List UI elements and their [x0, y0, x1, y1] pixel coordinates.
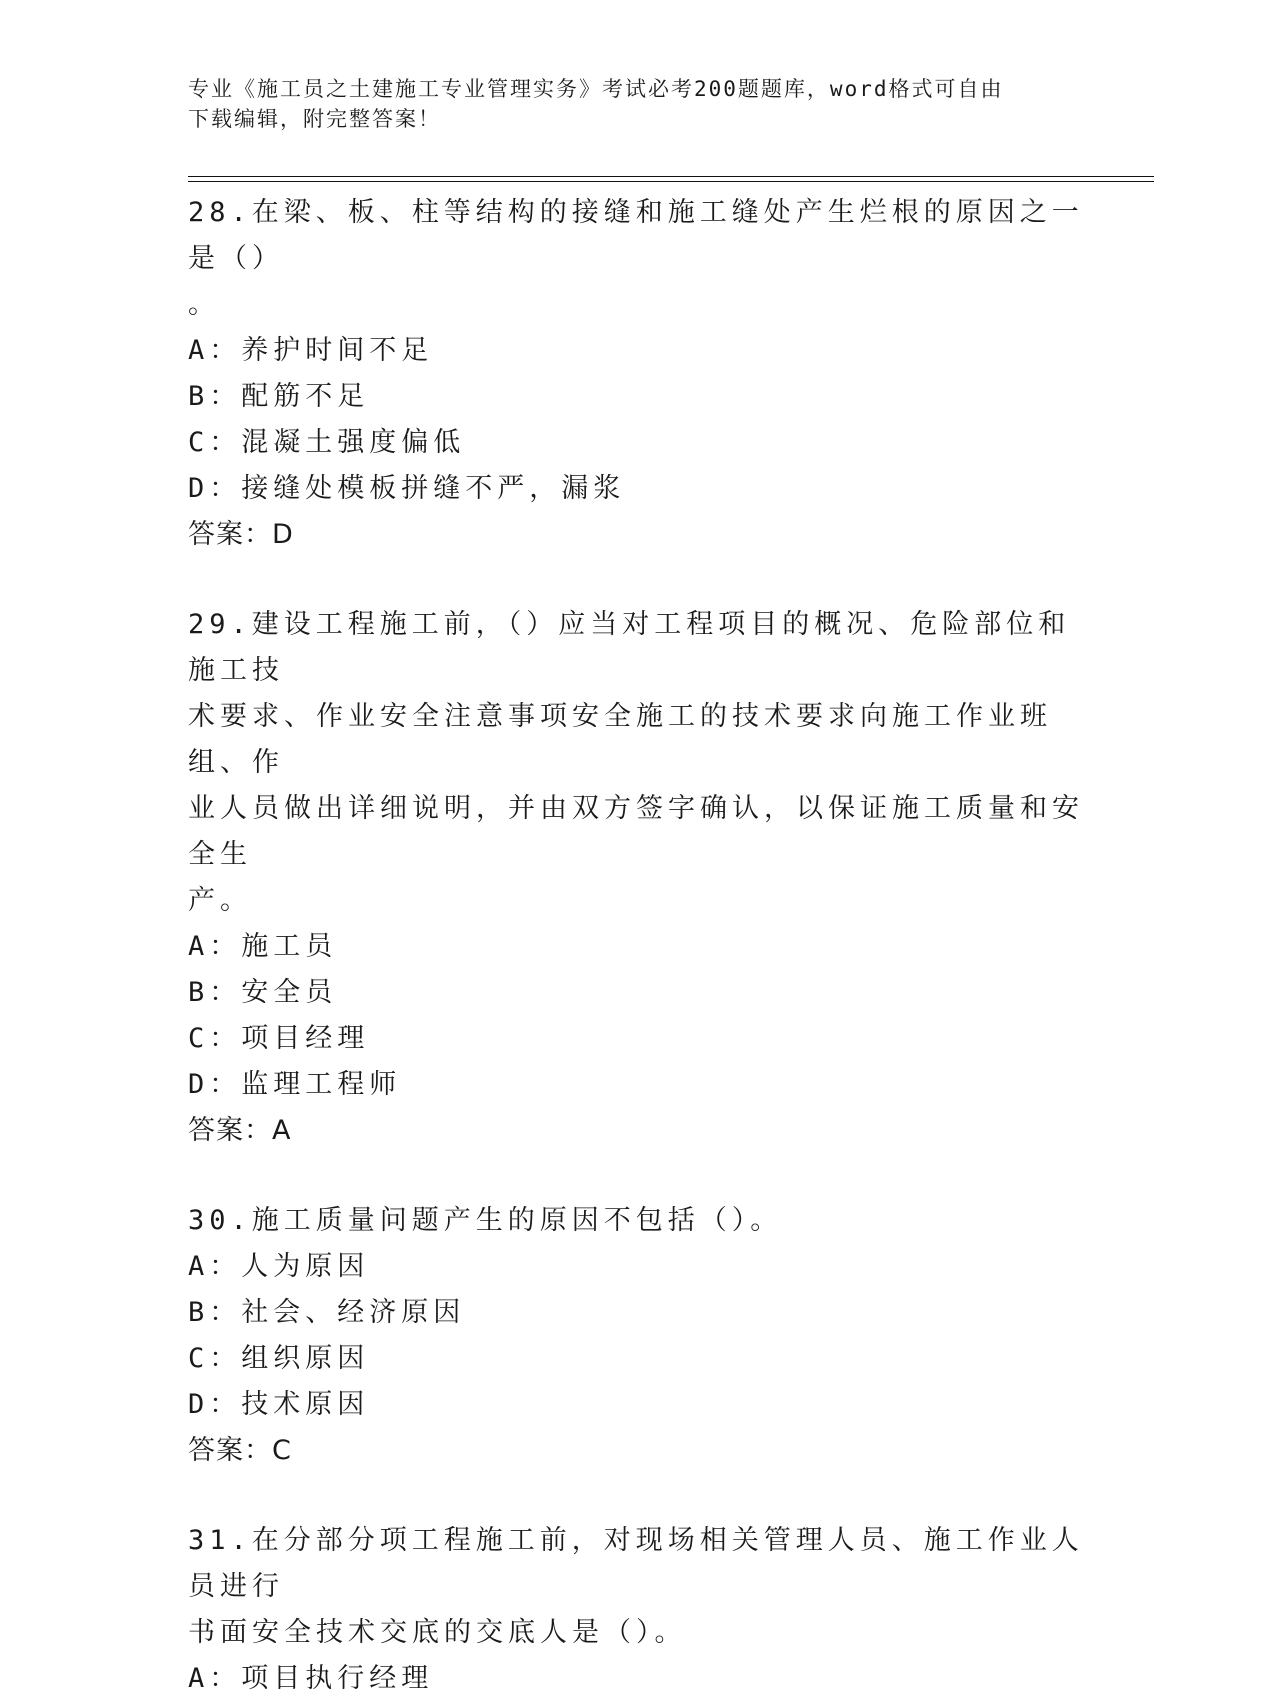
header-divider-top: [188, 176, 1154, 177]
question-stem-line: 业人员做出详细说明，并由双方签字确认，以保证施工质量和安全生: [188, 793, 1084, 870]
option-a: A：人为原因: [188, 1251, 370, 1282]
question-stem-line: 。: [188, 289, 220, 320]
option-a: A：养护时间不足: [188, 335, 434, 366]
option-c: C：组织原因: [188, 1343, 370, 1374]
header-divider-bottom: [188, 181, 1154, 182]
option-b: B：配筋不足: [188, 381, 370, 412]
question-30: [188, 1198, 1088, 1474]
question-stem-line: 书面安全技术交底的交底人是（）。: [188, 1617, 687, 1648]
answer: 答案：C: [188, 1435, 292, 1466]
answer: 答案：D: [188, 519, 294, 550]
question-stem-line: 29.建设工程施工前，（）应当对工程项目的概况、危险部位和施工技: [188, 609, 1071, 686]
question-stem-line: 30.施工质量问题产生的原因不包括（）。: [188, 1205, 783, 1236]
answer: 答案：A: [188, 1115, 292, 1146]
document-header: [188, 74, 1068, 134]
question-stem-line: 31.在分部分项工程施工前，对现场相关管理人员、施工作业人员进行: [188, 1525, 1084, 1602]
option-c: C：混凝土强度偏低: [188, 427, 466, 458]
question-29: [188, 602, 1088, 1154]
option-a: A：施工员: [188, 931, 338, 962]
option-d: D：监理工程师: [188, 1069, 402, 1100]
option-d: D：接缝处模板拼缝不严，漏浆: [188, 473, 626, 504]
option-a: A：项目执行经理: [188, 1663, 434, 1694]
question-list: [188, 190, 1088, 1702]
option-b: B：安全员: [188, 977, 338, 1008]
option-c: C：项目经理: [188, 1023, 370, 1054]
question-stem-line: 术要求、作业安全注意事项安全施工的技术要求向施工作业班组、作: [188, 701, 1052, 778]
header-line-2: 下载编辑，附完整答案！: [188, 107, 441, 131]
option-b: B：社会、经济原因: [188, 1297, 466, 1328]
header-line-1: 专业《施工员之土建施工专业管理实务》考试必考200题题库，word格式可自由: [188, 77, 1004, 101]
question-stem-line: 28.在梁、板、柱等结构的接缝和施工缝处产生烂根的原因之一是（）: [188, 197, 1084, 274]
question-stem-line: 产。: [188, 885, 252, 916]
option-d: D：技术原因: [188, 1389, 370, 1420]
question-31: [188, 1518, 1088, 1702]
question-28: [188, 190, 1088, 558]
